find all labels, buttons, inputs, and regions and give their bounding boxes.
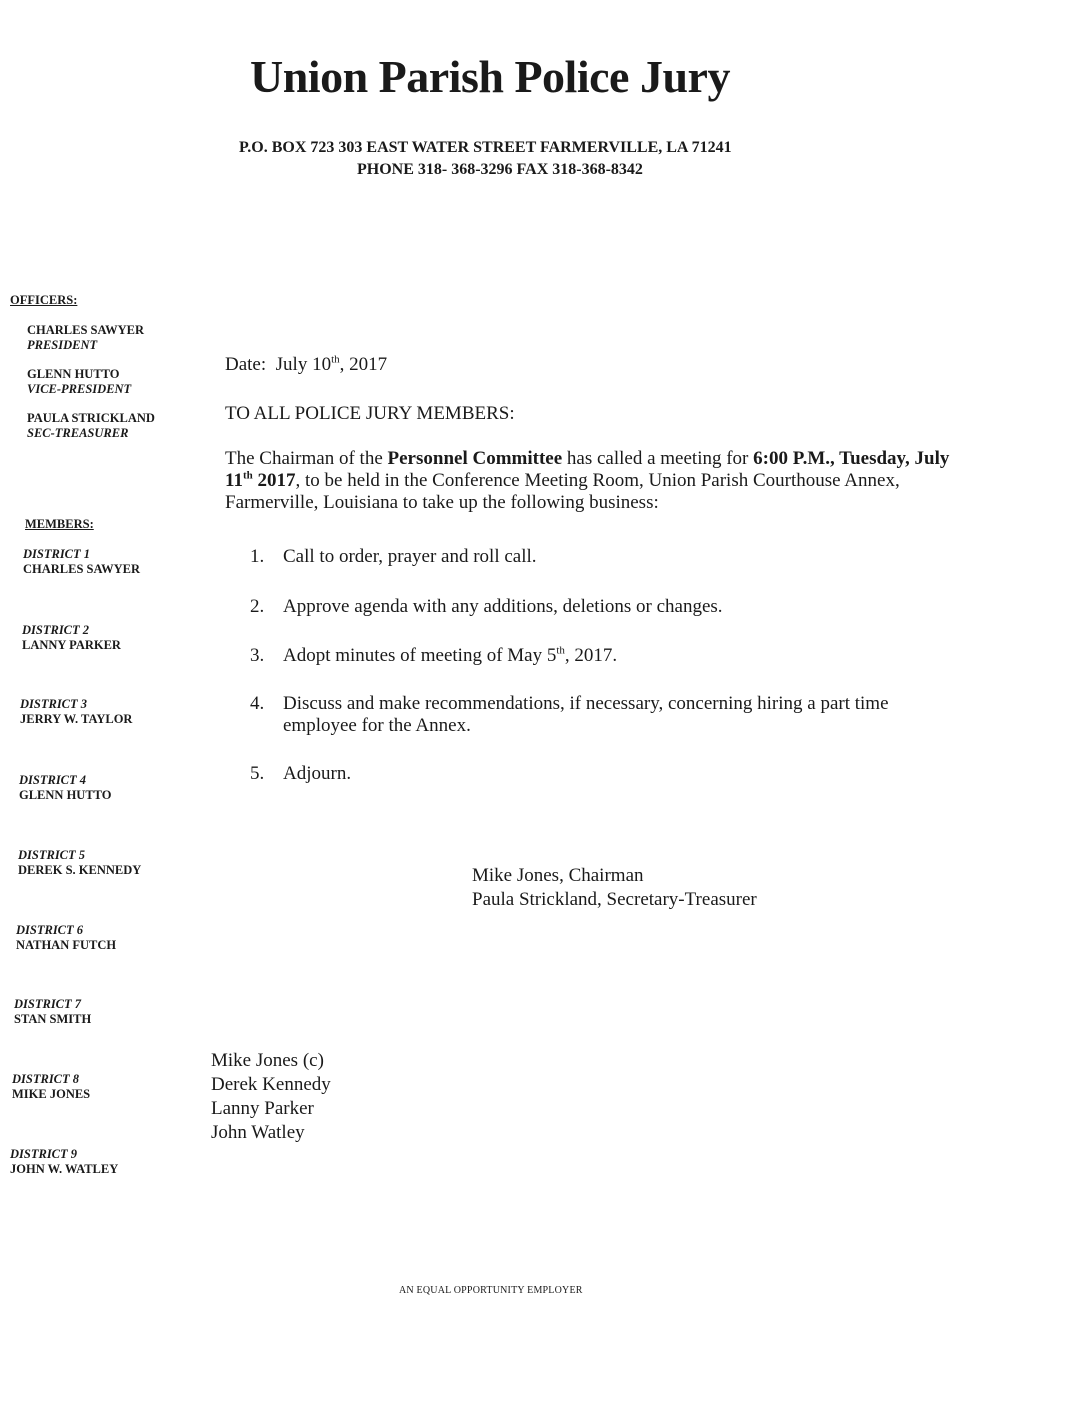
letter-salutation: TO ALL POLICE JURY MEMBERS:: [225, 403, 515, 424]
committee-member: Lanny Parker: [211, 1098, 314, 1119]
letter-page: Union Parish Police Jury P.O. BOX 723 303 EAST WATER STREET FARMERVILLE, LA 71241 PHONE 318- 368-3296 FAX 318-368-8342 OFFICERS: CHARLES SAWYER PRESIDENT GLENN HUTTO VICE-PRESIDENT PAULA STRICKLAND SEC-TREASURER MEMBERS: DISTRICT 1 CHARLES SAWYER DISTRICT 2 LANNY PARKER DISTRICT 3 JERRY W. TAYLOR DISTRICT 4 GLENN HUTTO DISTRICT 5 DEREK S. KENNEDY DISTRICT 6 NATHAN FUTCH DISTRICT 7 STAN SMITH DISTRICT 8 MIKE JONES DISTRICT 9 JOHN W. WATLEY Date: July 10th, 2017 TO ALL POLICE JURY MEMBERS: The Chairman of the Personnel Committee has called a meeting for 6:00 P.M., Tuesday, July 11th 2017, to be held in the Conference Meeting Room, Union Parish Courthouse Annex, Farmerville, Louisiana to take up the following business: 1. Call to order, prayer and roll call. 2. Approve agenda with any additions, deletions or changes. 3. Adopt minutes of meeting of May 5th, 2017. 4. Discuss and make recommendations, if necessary, concerning hiring a part time employee for the Annex. 5. Adjourn. Mike Jones, Chairman Paula Strickland, Secretary-Treasurer Mike Jones (c) Derek Kennedy Lanny Parker John Watley AN EQUAL OPPORTUNITY EMPLOYER: [0, 0, 1088, 1408]
letterhead-address: P.O. BOX 723 303 EAST WATER STREET FARMERVILLE, LA 71241: [239, 139, 732, 156]
member-district-1: DISTRICT 1 CHARLES SAWYER: [23, 547, 141, 576]
committee-member: Mike Jones (c): [211, 1050, 324, 1071]
committee-members-list: [211, 1049, 331, 1145]
officer-president: CHARLES SAWYER PRESIDENT: [27, 323, 145, 352]
letterhead-title: Union Parish Police Jury: [250, 51, 730, 102]
member-district-6: DISTRICT 6 NATHAN FUTCH: [16, 923, 117, 952]
letter-date: Date: July 10th, 2017: [225, 353, 388, 375]
letterhead-phone: PHONE 318- 368-3296 FAX 318-368-8342: [357, 161, 643, 178]
officer-vice-president: GLENN HUTTO VICE-PRESIDENT: [27, 367, 132, 396]
members-heading: MEMBERS:: [25, 517, 94, 531]
committee-member: Derek Kennedy: [211, 1074, 331, 1095]
letter-paragraph: The Chairman of the Personnel Committee has called a meeting for 6:00 P.M., Tuesday, July 11th 2017, to be held in the Conference Meeting Room, Union Parish Courthouse Annex, Farmerville, Louisiana to take up the following business:: [225, 448, 950, 513]
signature-secretary: Paula Strickland, Secretary-Treasurer: [472, 889, 757, 910]
officers-heading: OFFICERS:: [10, 293, 78, 307]
member-district-8: DISTRICT 8 MIKE JONES: [12, 1072, 91, 1101]
committee-member: John Watley: [211, 1122, 305, 1143]
member-district-7: DISTRICT 7 STAN SMITH: [14, 997, 92, 1026]
member-district-3: DISTRICT 3 JERRY W. TAYLOR: [20, 697, 133, 726]
member-district-2: DISTRICT 2 LANNY PARKER: [22, 623, 121, 652]
footer-eoe: AN EQUAL OPPORTUNITY EMPLOYER: [399, 1285, 583, 1296]
member-district-9: DISTRICT 9 JOHN W. WATLEY: [10, 1147, 119, 1176]
signature-chairman: Mike Jones, Chairman: [472, 865, 644, 886]
member-district-5: DISTRICT 5 DEREK S. KENNEDY: [18, 848, 142, 877]
officer-sec-treasurer: PAULA STRICKLAND SEC-TREASURER: [27, 411, 155, 440]
member-district-4: DISTRICT 4 GLENN HUTTO: [19, 773, 112, 802]
